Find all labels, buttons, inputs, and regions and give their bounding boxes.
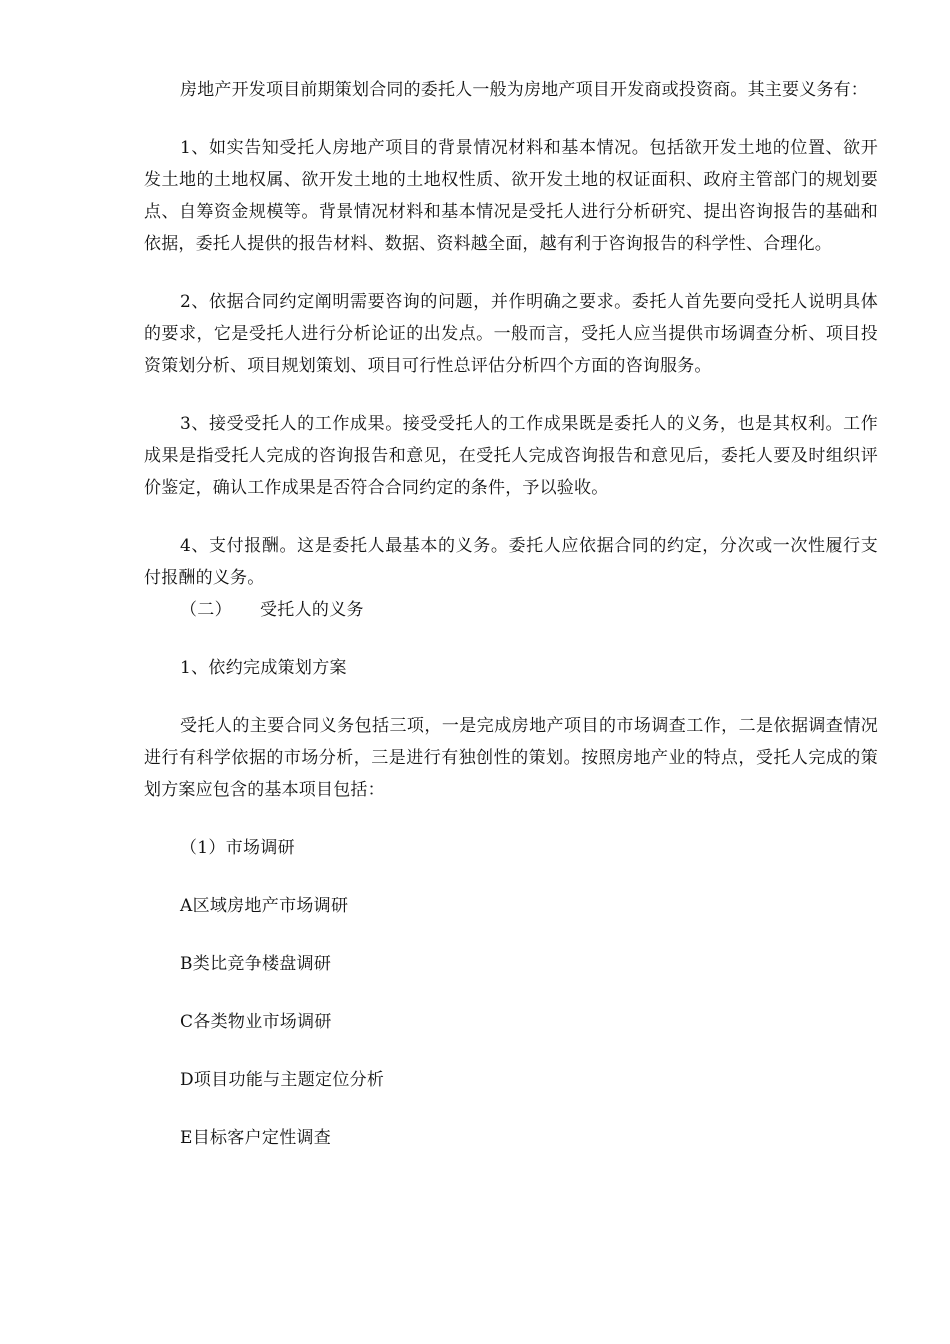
obligation-paragraph-4: 4、支付报酬。这是委托人最基本的义务。委托人应依据合同的约定，分次或一次性履行支付报酬的义务。 — [144, 536, 878, 588]
subheading: 1、依约完成策划方案 — [180, 658, 347, 678]
item-heading: （1）市场调研 — [180, 838, 295, 858]
obligation-paragraph-3: 3、接受受托人的工作成果。接受受托人的工作成果既是委托人的义务，也是其权利。工作成果是指受托人完成的咨询报告和意见，在受托人完成咨询报告和意见后，委托人要及时组织评价鉴定，确认工作成果是否符合合同约定的条件，予以验收。 — [144, 414, 878, 498]
section-number: （二） — [180, 600, 232, 620]
list-item: E目标客户定性调查 — [180, 1128, 332, 1148]
intro-paragraph: 房地产开发项目前期策划合同的委托人一般为房地产项目开发商或投资商。其主要义务有： — [180, 80, 868, 100]
section-heading — [144, 594, 878, 626]
section-title: 受托人的义务 — [260, 600, 364, 620]
list-item: C各类物业市场调研 — [180, 1012, 332, 1032]
body-paragraph: 受托人的主要合同义务包括三项，一是完成房地产项目的市场调查工作，二是依据调查情况进行有科学依据的市场分析，三是进行有独创性的策划。按照房地产业的特点，受托人完成的策划方案应包含的基本项目包括： — [144, 716, 878, 800]
document-page — [144, 74, 878, 1154]
list-item: A区域房地产市场调研 — [180, 896, 349, 916]
list-item: D项目功能与主题定位分析 — [180, 1070, 385, 1090]
obligation-paragraph-2: 2、依据合同约定阐明需要咨询的问题，并作明确之要求。委托人首先要向受托人说明具体的要求，它是受托人进行分析论证的出发点。一般而言，受托人应当提供市场调查分析、项目投资策划分析、项目规划策划、项目可行性总评估分析四个方面的咨询服务。 — [144, 292, 878, 376]
list-item: B类比竞争楼盘调研 — [180, 954, 332, 974]
obligation-paragraph-1: 1、如实告知受托人房地产项目的背景情况材料和基本情况。包括欲开发土地的位置、欲开发土地的土地权属、欲开发土地的土地权性质、欲开发土地的权证面积、政府主管部门的规划要点、自筹资金规模等。背景情况材料和基本情况是受托人进行分析研究、提出咨询报告的基础和依据，委托人提供的报告材料、数据、资料越全面，越有利于咨询报告的科学性、合理化。 — [144, 138, 878, 254]
